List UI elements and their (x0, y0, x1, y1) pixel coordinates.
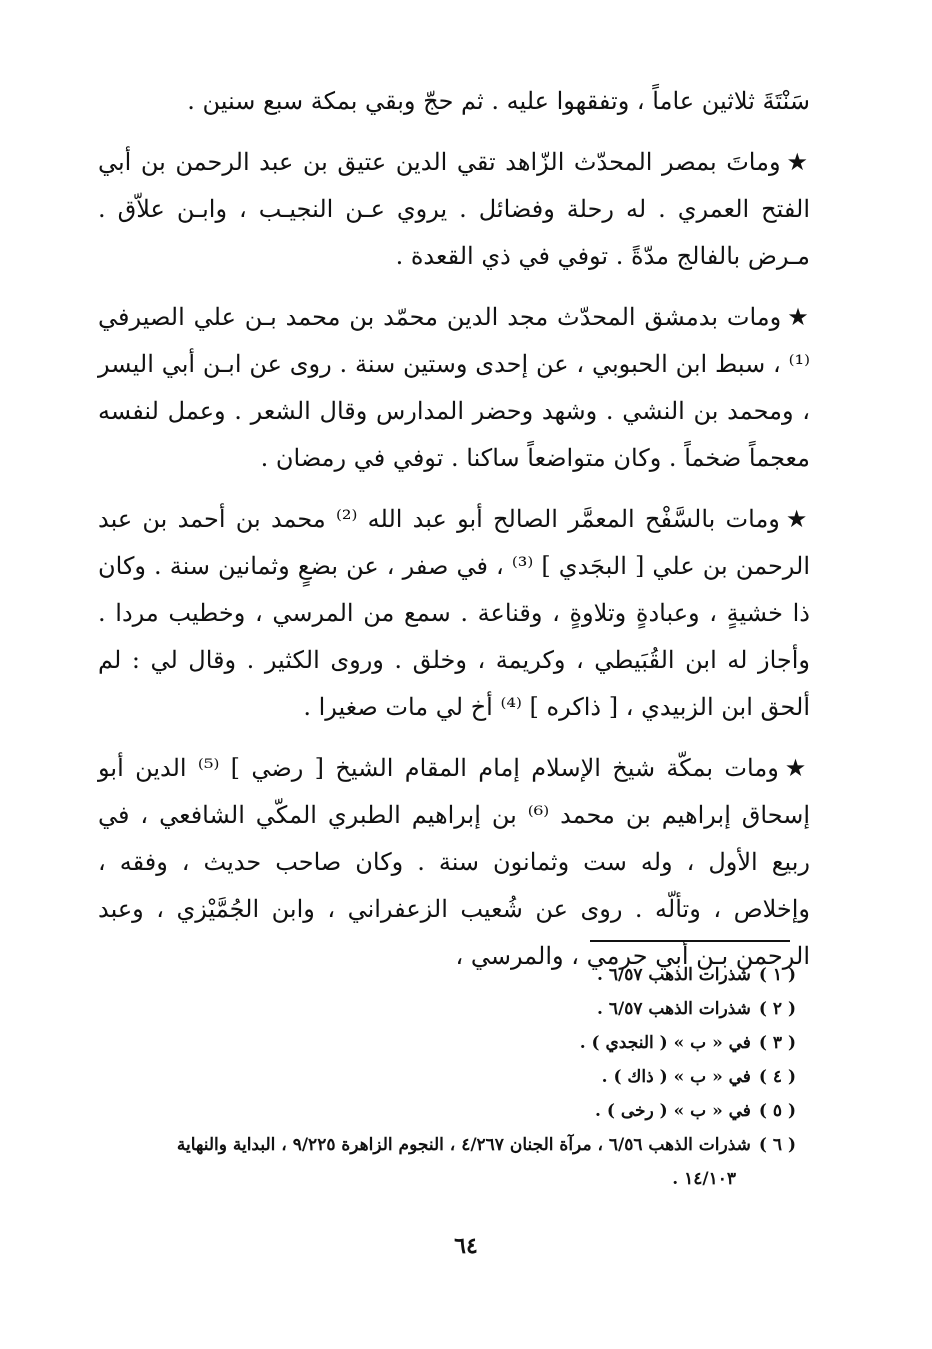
paragraph-continuation: سَنْتَةَ ثلاثين عاماً ، وتفقهوا عليه . ثم حجّ وبقي بمكة سبع سنين . (187, 87, 810, 115)
star-icon: ★ (785, 505, 811, 533)
footnote-number: ( ٣ ) (758, 1033, 796, 1053)
footnote-text: شذرات الذهب ٦/٥٦ ، مرآة الجنان ٤/٢٦٧ ، النجوم الزاهرة ٩/٢٢٥ ، البداية والنهاية (176, 1135, 751, 1155)
footnote (96, 992, 796, 1026)
footnote-number: ( ٤ ) (758, 1067, 796, 1087)
footnotes (96, 958, 796, 1196)
entry-text: ومات بمكّة شيخ الإسلام إمام المقام الشيخ [ رضي ] ⁽⁵⁾ الدين أبو إسحاق إبراهيم بن محمد ⁽⁶⁾ بن إبراهيم الطبري المكّي الشافعي ، في ربيع الأول ، وله ست وثمانون سنة . وكان صاحب حديث ، وفقه ، وإخلاص ، وتألّه . روى عن شُعيب الزعفراني ، وابن الجُمَّيْزي ، وعبد الرحمن بـن أبي حرمي ، والمرسي ، (98, 754, 811, 970)
star-icon: ★ (784, 754, 811, 782)
footnote-text: في « ب » ( رخى ) . (595, 1101, 751, 1121)
footnote (96, 1026, 796, 1060)
main-text (98, 78, 810, 980)
footnote-text: شذرات الذهب ٦/٥٧ . (597, 965, 751, 985)
footnote-continuation: ١٤/١٠٣ . (672, 1169, 736, 1189)
footnote-number: ( ٥ ) (758, 1101, 796, 1121)
footnote-divider (590, 940, 790, 942)
entry-paragraph (98, 496, 810, 731)
star-icon: ★ (787, 303, 810, 331)
star-icon: ★ (786, 148, 810, 176)
footnote-text: في « ب » ( النجدي ) . (579, 1033, 751, 1053)
footnote (96, 1094, 796, 1128)
entry-text: ومات بالسَّفْح المعمَّر الصالح أبو عبد الله ⁽²⁾ محمد بن أحمد بن عبد الرحمن بن علي [ البجَدي ] ⁽³⁾ ، في صفر ، عن بضعٍ وثمانين سنة . وكان ذا خشيةٍ ، وعبادةٍ وتلاوةٍ ، وقناعة . سمع من المرسي ، وخطيب مردا . وأجاز له ابن القُبَيطي ، وكريمة ، وخلق . وروى الكثير . وقال لي : لم ألحق ابن الزبيدي ، [ ذاكره ] ⁽⁴⁾ أخ لي مات صغيرا . (98, 505, 811, 721)
entry-paragraph (98, 139, 810, 280)
footnote (96, 1060, 796, 1094)
footnote (96, 1128, 796, 1162)
footnote (96, 958, 796, 992)
footnote-number: ( ٢ ) (758, 999, 796, 1019)
footnote-number: ( ١ ) (758, 965, 796, 985)
page-number: ٦٤ (454, 1233, 478, 1259)
entry-paragraph (98, 745, 810, 980)
entry-paragraph (98, 294, 810, 482)
footnote-text: في « ب » ( ذاك ) . (601, 1067, 751, 1087)
footnote-text: شذرات الذهب ٦/٥٧ . (597, 999, 751, 1019)
footnote-number: ( ٦ ) (758, 1135, 796, 1155)
entry-text: وماتَ بمصر المحدّث الزّاهد تقي الدين عتيق بن عبد الرحمن بن أبي الفتح العمري . له رحلة وفضائل . يروي عـن النجيـب ، وابـن علاّق . مـرض بالفالج مدّةً . توفي في ذي القعدة . (98, 148, 810, 270)
entry-text: ومات بدمشق المحدّث مجد الدين محمّد بن محمد بـن علي الصيرفي ⁽¹⁾ ، سبط ابن الحبوبي ، عن إحدى وستين سنة . روى عن ابـن أبي اليسر ، ومحمد بن النشي . وشهد وحضر المدارس وقال الشعر . وعمل لنفسه معجماً ضخماً . وكان متواضعاً ساكنا . توفي في رمضان . (98, 303, 810, 472)
